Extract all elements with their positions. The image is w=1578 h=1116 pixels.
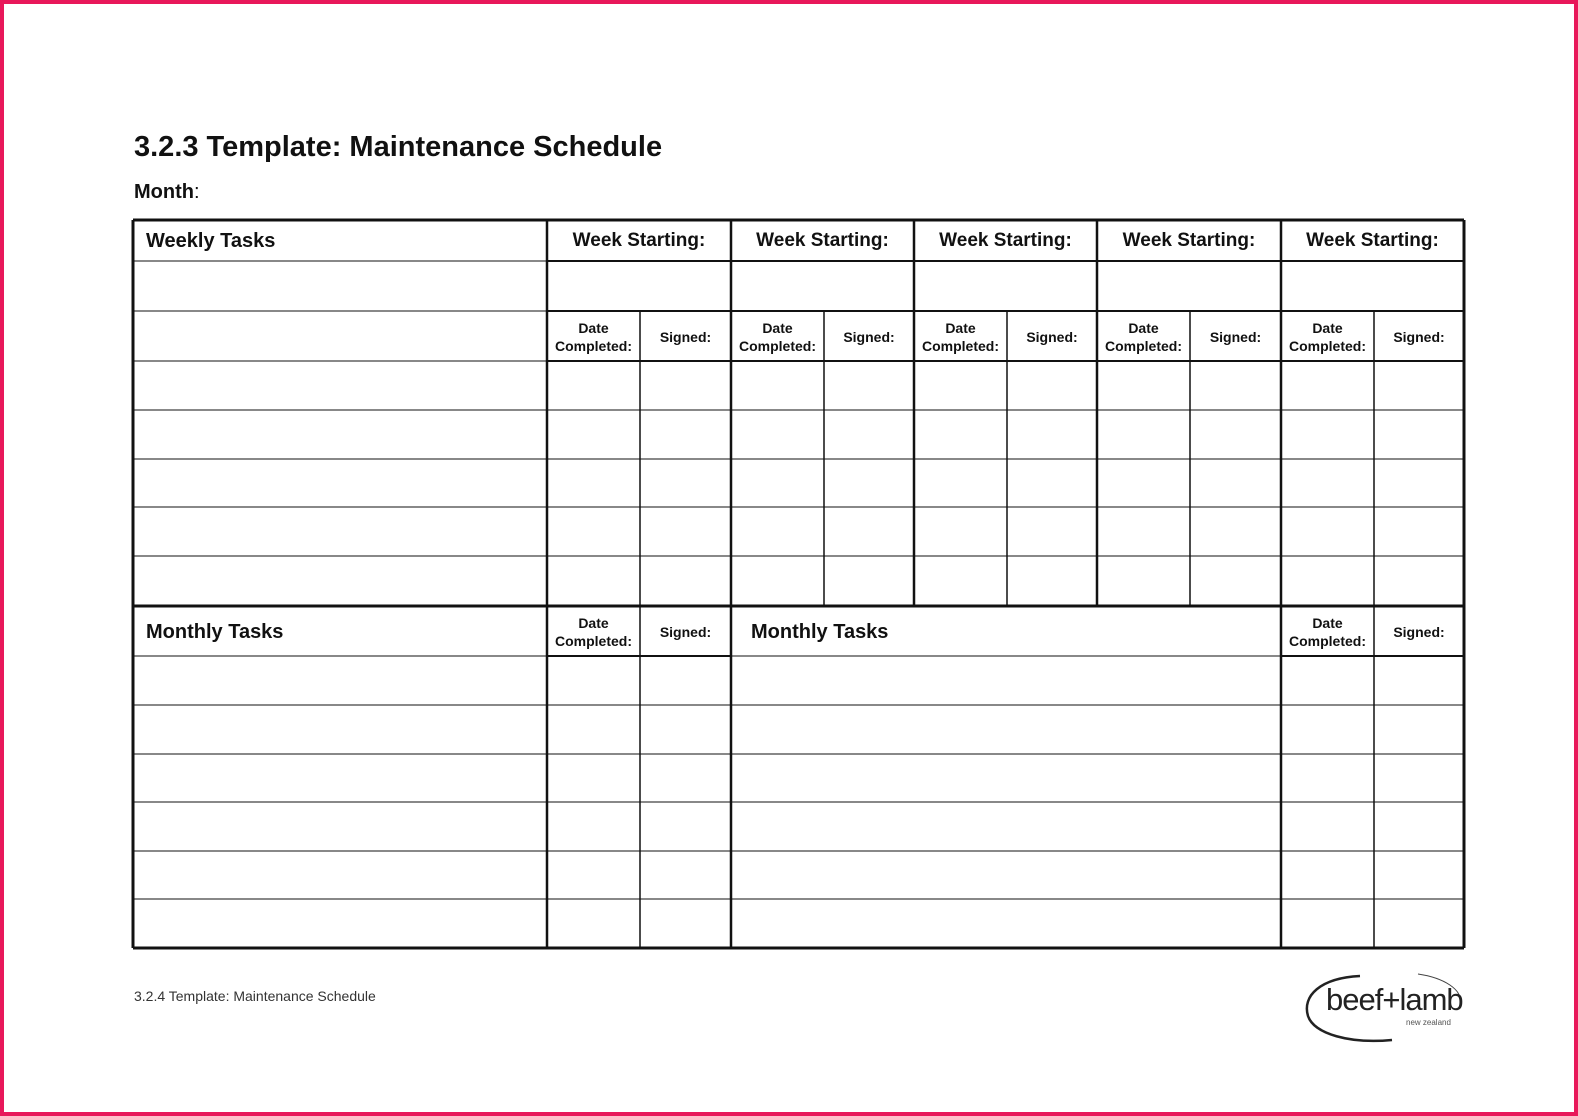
page-title: 3.2.3 Template: Maintenance Schedule: [134, 131, 663, 163]
weekly-date-completed-header-4: Date Completed:: [1105, 320, 1182, 354]
weekly-signed-header-3: Signed:: [1026, 329, 1078, 345]
monthly-tasks-heading-left: Monthly Tasks: [146, 620, 284, 643]
footer-text: 3.2.4 Template: Maintenance Schedule: [134, 988, 376, 1004]
weekly-signed-header-2: Signed:: [843, 329, 895, 345]
week-starting-header-3: Week Starting:: [939, 230, 1072, 251]
weekly-date-completed-header-5: Date Completed:: [1289, 320, 1366, 354]
weekly-tasks-heading: Weekly Tasks: [146, 229, 276, 252]
monthly-date-completed-header-left: Date Completed:: [555, 615, 632, 649]
monthly-date-completed-header-right: Date Completed:: [1289, 615, 1366, 649]
weekly-signed-header-4: Signed:: [1209, 329, 1262, 345]
weekly-date-completed-header-2: Date Completed:: [739, 320, 816, 354]
weekly-signed-header-1: Signed:: [659, 329, 712, 345]
week-starting-header-1: Week Starting:: [572, 230, 706, 251]
month-label-colon: :: [193, 181, 200, 203]
monthly-signed-header-right: Signed:: [1393, 624, 1445, 640]
monthly-tasks-heading-right: Monthly Tasks: [751, 620, 889, 643]
weekly-date-completed-header-1: Date Completed:: [555, 320, 632, 354]
week-starting-header-2: Week Starting:: [756, 230, 889, 251]
monthly-signed-header-left: Signed:: [659, 624, 712, 640]
week-starting-header-5: Week Starting:: [1306, 230, 1439, 251]
weekly-signed-header-5: Signed:: [1393, 329, 1445, 345]
logo-subtext: new zealand: [1406, 1018, 1451, 1027]
beef-lamb-logo: [1300, 968, 1470, 1048]
logo-wordmark: beef+lamb: [1326, 982, 1463, 1017]
weekly-date-completed-header-3: Date Completed:: [922, 320, 999, 354]
month-label-text: Month: [134, 181, 194, 203]
week-starting-header-4: Week Starting:: [1122, 230, 1256, 251]
